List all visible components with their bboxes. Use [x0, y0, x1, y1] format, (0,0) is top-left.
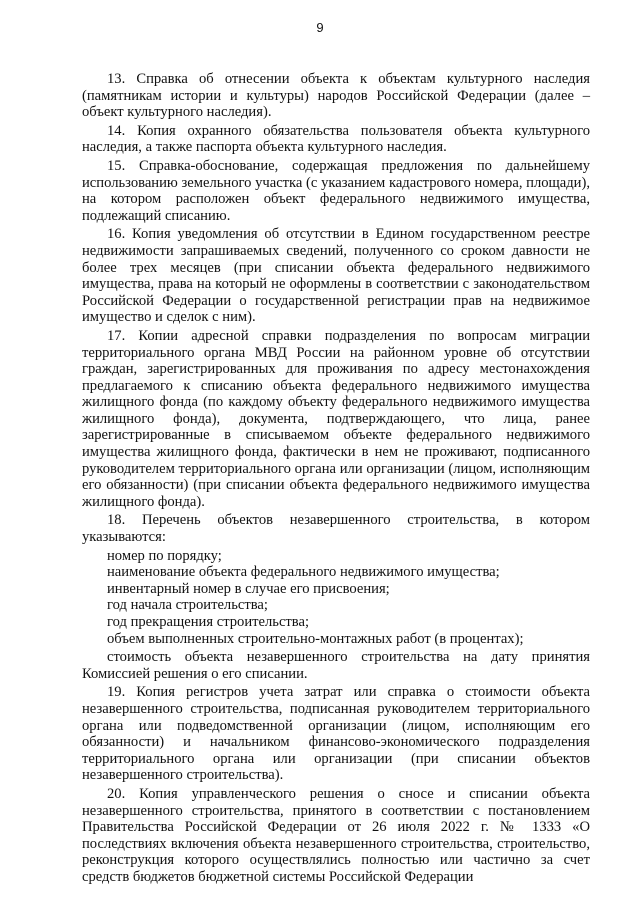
document-body: [82, 71, 590, 888]
paragraph-20: 20. Копия управленческого решения о сносе и списании объекта незавершенного строительства, принятого в соответствии с постановлением Правительства Российской Федерации от 26 июля 2022 г. № 1333 «О последствиях включения объекта незавершенного строительства, строительство, реконструкция которого осуществлялись полностью или частично за счет средств бюджетов бюджетной системы Российской Федерации: [82, 785, 590, 885]
paragraph-19: 19. Копия регистров учета затрат или справка о стоимости объекта незавершенного строительства, подписанная руководителем территориального органа или подведомственной организации (лицом, исполняющим его обязанности) и начальником финансово-экономического подразделения территориального органа или организации (при списании объектов незавершенного строительства).: [82, 684, 590, 784]
paragraph-15: 15. Справка-обоснование, содержащая предложения по дальнейшему использованию земельного участка (с указанием кадастрового номера, площади), на котором расположен объект федерального недвижимого имущества, подлежащий списанию.: [82, 157, 590, 224]
list-item: номер по порядку;: [107, 547, 222, 564]
list-item: объем выполненных строительно-монтажных работ (в процентах);: [107, 630, 524, 647]
list-item: год начала строительства;: [107, 597, 268, 614]
paragraph-18: 18. Перечень объектов незавершенного строительства, в котором указываются:: [82, 512, 590, 546]
list-item: инвентарный номер в случае его присвоения;: [107, 580, 390, 597]
paragraph-16: 16. Копия уведомления об отсутствии в Едином государственном реестре недвижимости запрашиваемых сведений, полученного со сроком давности не более трех месяцев (при списании объекта федерального недвижимого имущества, права на который не оформлены в соответствии с законодательством Российской Федерации о государственной регистрации прав на недвижимое имущество и сделок с ним).: [82, 226, 590, 326]
paragraph-18-tail: стоимость объекта незавершенного строительства на дату принятия Комиссией решения о его списании.: [82, 649, 590, 682]
paragraph-14: 14. Копия охранного обязательства пользователя объекта культурного наследия, а также паспорта объекта культурного наследия.: [82, 122, 590, 156]
list-item: год прекращения строительства;: [107, 614, 310, 630]
paragraph-18-list: [82, 548, 590, 648]
page-number: 9: [316, 20, 324, 35]
list-item: наименование объекта федерального недвижимого имущества;: [107, 564, 500, 581]
paragraph-17: 17. Копии адресной справки подразделения по вопросам миграции территориального органа МВД России на районном уровне об отсутствии граждан, зарегистрированных для проживания по адресу местонахождения предлагаемого к списанию объекта федерального недвижимого имущества жилищного фонда (по каждому объекту федерального недвижимого имущества жилищного фонда), документа, подтверждающего, что лица, ранее зарегистрированные в списываемом объекте федерального недвижимого имущества жилищного фонда, фактически в нем не проживают, подписанного руководителем территориального органа или организации (лицом, исполняющим его обязанности) (при списании объекта федерального недвижимого имущества жилищного фонда).: [82, 327, 590, 510]
paragraph-13: 13. Справка об отнесении объекта к объектам культурного наследия (памятникам истории и культуры) народов Российской Федерации (далее – объект культурного наследия).: [82, 71, 590, 121]
